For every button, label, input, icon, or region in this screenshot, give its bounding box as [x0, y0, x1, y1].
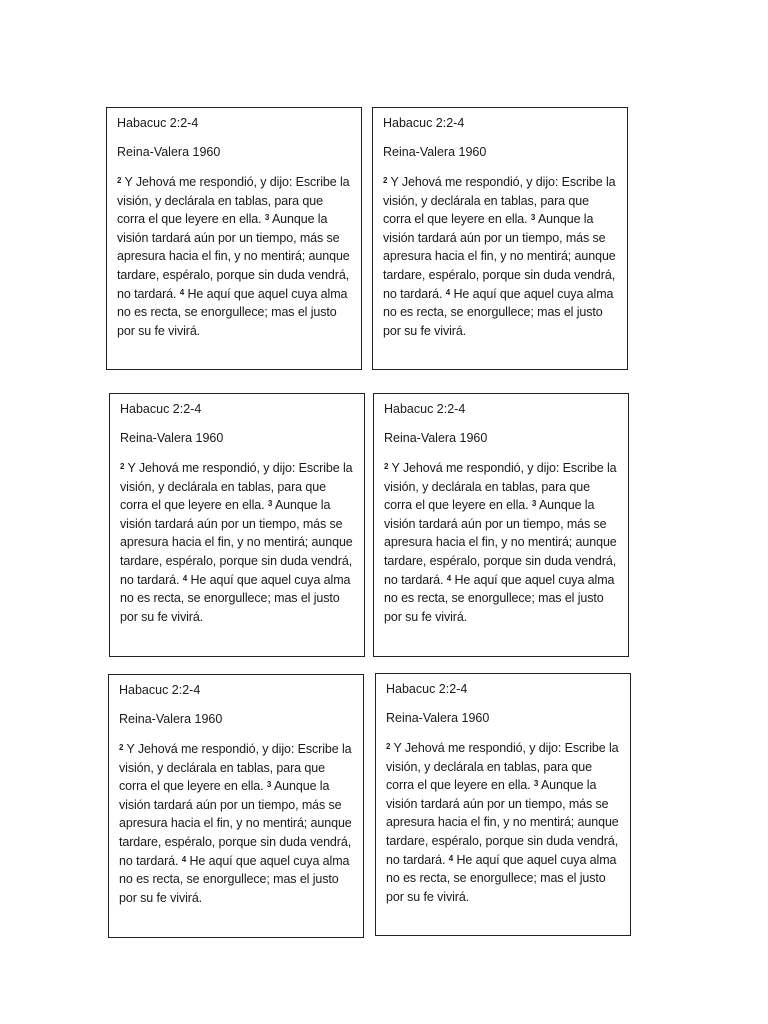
- verse-body: Aunque la visión tardará aún por un tiempo, más se apresura hacia el fin, y no mentirá; aunque tardare, espéralo, porque sin duda vendrá, no tardará.: [117, 212, 350, 301]
- verse-card: [372, 107, 628, 370]
- verse-body: Aunque la visión tardará aún por un tiempo, más se apresura hacia el fin, y no mentirá; aunque tardare, espéralo, porque sin duda vendrá, no tardará.: [383, 212, 616, 301]
- verse-number: 4: [182, 573, 188, 583]
- verse-reference: Habacuc 2:2-4: [119, 683, 201, 697]
- verse-text: [120, 459, 354, 626]
- verse-number: 2: [119, 743, 124, 752]
- verse-body: Aunque la visión tardará aún por un tiempo, más se apresura hacia el fin, y no mentirá; aunque tardare, espéralo, porque sin duda vendrá, no tardará.: [384, 498, 617, 587]
- verse-body: Y Jehová me respondió, y dijo: Escribe la visión, y declárala en tablas, para que corra el que leyere en ella.: [383, 175, 616, 227]
- bible-version: Reina-Valera 1960: [384, 431, 488, 445]
- verse-body: Aunque la visión tardará aún por un tiempo, más se apresura hacia el fin, y no mentirá; aunque tardare, espéralo, porque sin duda vendrá, no tardará.: [119, 779, 352, 868]
- verse-body: Y Jehová me respondió, y dijo: Escribe la visión, y declárala en tablas, para que corra el que leyere en ella.: [119, 742, 352, 794]
- verse-number: 2: [384, 462, 389, 471]
- verse-number: 3: [533, 779, 539, 789]
- verse-body: Y Jehová me respondió, y dijo: Escribe la visión, y declárala en tablas, para que corra el que leyere en ella.: [120, 461, 353, 513]
- verse-body: Y Jehová me respondió, y dijo: Escribe la visión, y declárala en tablas, para que corra el que leyere en ella.: [384, 461, 617, 513]
- verse-reference: Habacuc 2:2-4: [384, 402, 466, 416]
- verse-number: 2: [386, 742, 391, 751]
- verse-number: 4: [446, 573, 452, 583]
- verse-card: [373, 393, 629, 657]
- verse-reference: Habacuc 2:2-4: [120, 402, 202, 416]
- bible-version: Reina-Valera 1960: [119, 712, 223, 726]
- verse-reference: Habacuc 2:2-4: [386, 682, 468, 696]
- verse-body: He aquí que aquel cuya alma no es recta, se enorgullece; mas el justo por su fe vivirá.: [119, 853, 350, 905]
- verse-number: 4: [448, 853, 454, 863]
- verse-body: Aunque la visión tardará aún por un tiempo, más se apresura hacia el fin, y no mentirá; aunque tardare, espéralo, porque sin duda vendrá, no tardará.: [386, 778, 619, 867]
- bible-version: Reina-Valera 1960: [117, 145, 221, 159]
- verse-text: [384, 459, 618, 626]
- verse-number: 3: [266, 780, 272, 790]
- verse-body: Y Jehová me respondió, y dijo: Escribe la visión, y declárala en tablas, para que corra el que leyere en ella.: [386, 741, 619, 793]
- verse-body: He aquí que aquel cuya alma no es recta, se enorgullece; mas el justo por su fe vivirá.: [383, 286, 614, 338]
- verse-number: 3: [530, 213, 536, 223]
- verse-text: [117, 173, 351, 340]
- bible-version: Reina-Valera 1960: [386, 711, 490, 725]
- verse-text: [386, 739, 620, 906]
- verse-number: 3: [267, 499, 273, 509]
- verse-number: 3: [531, 499, 537, 509]
- verse-card: [108, 674, 364, 938]
- verse-text: [119, 740, 353, 907]
- bible-version: Reina-Valera 1960: [120, 431, 224, 445]
- verse-number: 4: [445, 287, 451, 297]
- verse-card: [109, 393, 365, 657]
- verse-body: He aquí que aquel cuya alma no es recta, se enorgullece; mas el justo por su fe vivirá.: [386, 852, 617, 904]
- verse-card: [375, 673, 631, 936]
- verse-body: Y Jehová me respondió, y dijo: Escribe la visión, y declárala en tablas, para que corra el que leyere en ella.: [117, 175, 350, 227]
- verse-number: 2: [383, 176, 388, 185]
- verse-reference: Habacuc 2:2-4: [117, 116, 199, 130]
- verse-number: 2: [120, 462, 125, 471]
- verse-card: [106, 107, 362, 370]
- verse-body: Aunque la visión tardará aún por un tiempo, más se apresura hacia el fin, y no mentirá; aunque tardare, espéralo, porque sin duda vendrá, no tardará.: [120, 498, 353, 587]
- verse-reference: Habacuc 2:2-4: [383, 116, 465, 130]
- verse-body: He aquí que aquel cuya alma no es recta, se enorgullece; mas el justo por su fe vivirá.: [384, 572, 615, 624]
- verse-number: 2: [117, 176, 122, 185]
- verse-text: [383, 173, 617, 340]
- verse-number: 4: [181, 854, 187, 864]
- verse-body: He aquí que aquel cuya alma no es recta, se enorgullece; mas el justo por su fe vivirá.: [120, 572, 351, 624]
- bible-version: Reina-Valera 1960: [383, 145, 487, 159]
- verse-number: 3: [264, 213, 270, 223]
- verse-number: 4: [179, 287, 185, 297]
- verse-body: He aquí que aquel cuya alma no es recta, se enorgullece; mas el justo por su fe vivirá.: [117, 286, 348, 338]
